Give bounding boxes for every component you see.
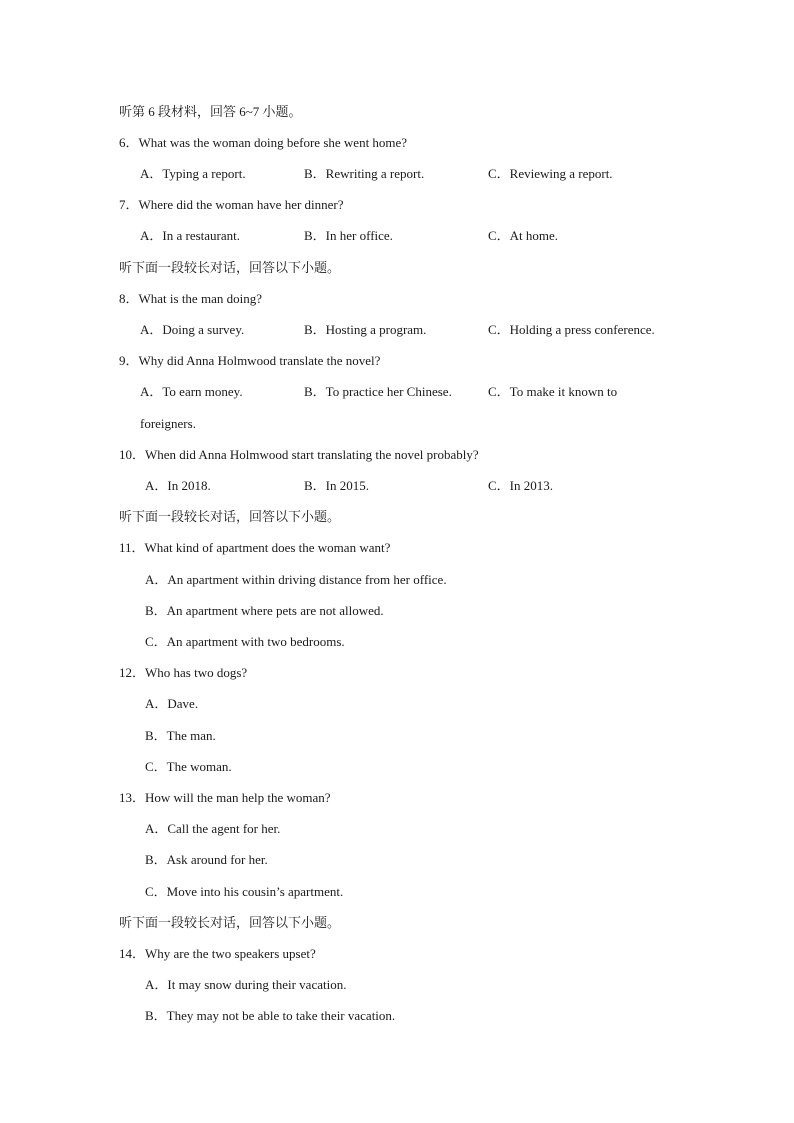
question-13-stem: 13．How will the man help the woman? bbox=[119, 790, 331, 805]
question-11-option-a: A．An apartment within driving distance from her office. bbox=[145, 572, 447, 587]
section-heading: 听第 6 段材料，回答 6~7 小题。 bbox=[119, 104, 302, 119]
question-11-stem: 11．What kind of apartment does the woman want? bbox=[119, 540, 391, 555]
question-6-stem: 6．What was the woman doing before she went home? bbox=[119, 135, 408, 150]
question-11-option-c: C．An apartment with two bedrooms. bbox=[145, 634, 345, 649]
section-heading: 听下面一段较长对话，回答以下小题。 bbox=[119, 260, 341, 275]
question-12-stem: 12．Who has two dogs? bbox=[119, 665, 248, 680]
question-14-stem: 14．Why are the two speakers upset? bbox=[119, 946, 316, 961]
question-7-option-c: C．At home. bbox=[488, 228, 559, 243]
question-8-option-b: B．Hosting a program. bbox=[304, 322, 427, 337]
question-12-option-b: B．The man. bbox=[145, 728, 216, 743]
question-13-option-c: C．Move into his cousin’s apartment. bbox=[145, 884, 344, 899]
question-10-option-a: A．In 2018. bbox=[145, 478, 211, 493]
question-10-option-c: C．In 2013. bbox=[488, 478, 554, 493]
question-9-option-b: B．To practice her Chinese. bbox=[304, 384, 452, 399]
question-8-option-a: A．Doing a survey. bbox=[140, 322, 245, 337]
question-13-option-a: A．Call the agent for her. bbox=[145, 821, 281, 836]
question-8-stem: 8．What is the man doing? bbox=[119, 291, 262, 306]
question-12-option-a: A．Dave. bbox=[145, 696, 199, 711]
question-9-option-c-continued: foreigners. bbox=[140, 416, 196, 431]
question-10-stem: 10．When did Anna Holmwood start translating the novel probably? bbox=[119, 447, 479, 462]
section-heading: 听下面一段较长对话，回答以下小题。 bbox=[119, 509, 341, 524]
question-13-option-b: B．Ask around for her. bbox=[145, 852, 268, 867]
question-10-option-b: B．In 2015. bbox=[304, 478, 370, 493]
question-14-option-a: A．It may snow during their vacation. bbox=[145, 977, 347, 992]
question-12-option-c: C．The woman. bbox=[145, 759, 232, 774]
question-8-option-c: C．Holding a press conference. bbox=[488, 322, 655, 337]
question-7-option-a: A．In a restaurant. bbox=[140, 228, 240, 243]
question-6-option-b: B．Rewriting a report. bbox=[304, 166, 425, 181]
section-heading: 听下面一段较长对话，回答以下小题。 bbox=[119, 915, 341, 930]
question-7-stem: 7．Where did the woman have her dinner? bbox=[119, 197, 344, 212]
question-9-option-a: A．To earn money. bbox=[140, 384, 243, 399]
question-7-option-b: B．In her office. bbox=[304, 228, 393, 243]
question-6-option-c: C．Reviewing a report. bbox=[488, 166, 613, 181]
question-9-option-c: C．To make it known to bbox=[488, 384, 618, 399]
question-6-option-a: A．Typing a report. bbox=[140, 166, 246, 181]
question-14-option-b: B．They may not be able to take their vacation. bbox=[145, 1008, 396, 1023]
question-11-option-b: B．An apartment where pets are not allowed. bbox=[145, 603, 384, 618]
question-9-stem: 9．Why did Anna Holmwood translate the novel? bbox=[119, 353, 381, 368]
